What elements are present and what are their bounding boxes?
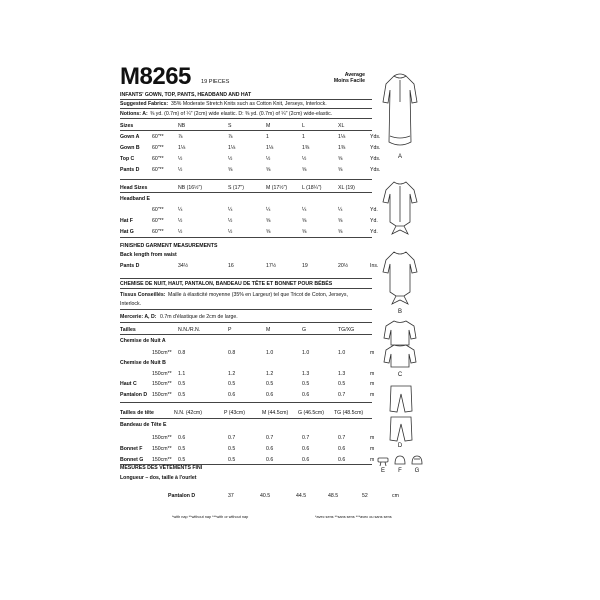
yardage-cell: ⅝ (338, 218, 343, 224)
pieces-count: 19 PIECES (201, 79, 230, 85)
notions-text-fr: 0.7m d'élastique de 2cm de large. (160, 314, 238, 320)
yardage-cell: 0.6 (178, 435, 186, 441)
yardage-cell: 0.6 (266, 392, 274, 398)
fabric-width: 60"** (152, 229, 164, 235)
view-b-label: B (397, 309, 402, 315)
yardage-cell: ⅝ (338, 156, 343, 162)
unit: Yd. (370, 207, 378, 213)
head-size-header: XL (19) (338, 185, 355, 191)
size-header: XL (338, 123, 345, 129)
unit: m (370, 457, 375, 463)
section-title-en: INFANTS' GOWN, TOP, PANTS, HEADBAND AND HAT (120, 92, 252, 98)
divider (120, 334, 372, 335)
divider (120, 322, 372, 323)
head-size-header: M (17½") (266, 185, 288, 191)
yardage-cell: 0.5 (266, 381, 274, 387)
yardage-cell: 1.1 (178, 371, 186, 377)
unit: m (370, 392, 375, 398)
head-size-header-fr: N.N. (42cm) (174, 410, 202, 416)
yardage-cell: 0.6 (302, 457, 310, 463)
hat-label-fr: Bonnet F (120, 446, 143, 452)
yardage-cell: 0.5 (178, 381, 186, 387)
size-header: M (266, 123, 271, 129)
yardage-cell: ½ (228, 229, 233, 235)
notions-label: Notions: A: (120, 111, 148, 117)
fabric-width: 150cm** (152, 350, 172, 356)
yardage-cell: 0.5 (228, 381, 236, 387)
unit: Yds. (370, 167, 381, 173)
yardage-cell: 1.3 (338, 371, 346, 377)
yardage-cell: 1.0 (302, 350, 310, 356)
head-sizes-label-fr: Tailles de tête (120, 410, 154, 416)
fabrics-text: 35% Moderate Stretch Knits such as Cotton Knit, Jerseys, Interlock. (171, 101, 327, 107)
pants-length-cell: 34½ (178, 263, 189, 269)
yardage-cell: 1⅛ (338, 134, 346, 140)
yardage-cell: 0.6 (338, 446, 346, 452)
unit: m (370, 350, 375, 356)
back-length-en: Back length from waist (120, 252, 177, 258)
pants-length-cell: 17½ (266, 263, 277, 269)
view-e-label: E (380, 468, 385, 474)
unit: Ins. (370, 263, 379, 269)
yardage-cell: ½ (178, 156, 183, 162)
size-header-fr: TG/XG (338, 327, 355, 333)
head-size-header: L (18¼") (302, 185, 322, 191)
garment-label: Top C (120, 156, 135, 162)
pants-length-cell: 19 (302, 263, 308, 269)
sizes-label: Sizes (120, 123, 134, 129)
head-size-header-fr: TG (48.5cm) (334, 410, 364, 416)
yardage-cell: 0.8 (228, 350, 236, 356)
yardage-cell: ⅝ (338, 167, 343, 173)
garment-label: Pants D (120, 167, 140, 173)
unit: Yds. (370, 145, 381, 151)
divider (120, 418, 372, 419)
yardage-cell: 0.5 (228, 446, 236, 452)
yardage-cell: 0.5 (302, 381, 310, 387)
yardage-cell: 0.5 (178, 446, 186, 452)
divider (120, 402, 372, 403)
divider (120, 192, 372, 193)
yardage-cell: ⅝ (266, 229, 271, 235)
gown-b-label-fr: Chemise de Nuit B (120, 360, 166, 366)
yardage-cell: 1.0 (338, 350, 346, 356)
pants-label-fr: Pantalon D (168, 493, 196, 499)
sizes-label-fr: Tailles (120, 327, 136, 333)
head-size-header-fr: M (44.5cm) (262, 410, 289, 416)
fabric-width: 150cm** (152, 446, 172, 452)
divider (120, 309, 372, 310)
fabric-width: 150cm** (152, 371, 172, 377)
fabric-width: 60"** (152, 134, 164, 140)
pants-length-cell-fr: 52 (362, 493, 368, 499)
hat-label: Hat G (120, 229, 134, 235)
fabric-width: 60"** (152, 218, 164, 224)
headband-label-fr: Bandeau de Tête E (120, 422, 167, 428)
hat-label: Hat F (120, 218, 133, 224)
fabric-width: 150cm** (152, 435, 172, 441)
view-b-back-sketch (380, 248, 420, 313)
unit: Yds. (370, 156, 381, 162)
view-d-label: D (397, 443, 403, 449)
yardage-cell: 0.7 (266, 435, 274, 441)
yardage-cell: ½ (228, 156, 233, 162)
garment-label: Gown A (120, 134, 140, 140)
view-a-sketch (380, 72, 420, 157)
pants-length-cell-fr: 37 (228, 493, 234, 499)
view-b-sketch (380, 178, 420, 243)
head-size-header-fr: G (46.5cm) (298, 410, 324, 416)
unit: Yd. (370, 229, 378, 235)
yardage-cell: ¼ (302, 207, 307, 213)
unit: cm (392, 493, 399, 499)
yardage-cell: 0.5 (338, 381, 346, 387)
yardage-cell: 0.6 (338, 457, 346, 463)
fabrics-label: Suggested Fabrics: (120, 101, 169, 107)
fabrics-text-fr: Maille à élasticité moyenne (35% en Largeur) tel que Tricot de Coton, Jerseys, (168, 292, 348, 298)
headband-label: Headband E (120, 196, 150, 202)
footnote-fr: *avec sens **sans sens ***avec ou sans sens (315, 515, 392, 519)
yardage-cell: ⅞ (228, 134, 233, 140)
yardage-cell: 0.6 (302, 446, 310, 452)
yardage-cell: 1⅛ (228, 145, 236, 151)
pants-length-cell-fr: 48.5 (328, 493, 339, 499)
head-size-header: NB (16½") (178, 185, 203, 191)
yardage-cell: 0.7 (338, 392, 346, 398)
yardage-cell: 0.6 (266, 457, 274, 463)
yardage-cell: ¼ (338, 207, 343, 213)
yardage-cell: 0.8 (178, 350, 186, 356)
divider (120, 179, 372, 180)
unit: Yd. (370, 218, 378, 224)
yardage-cell: 1.3 (302, 371, 310, 377)
yardage-cell: 1.2 (266, 371, 274, 377)
divider (120, 130, 372, 131)
yardage-cell: ⅝ (302, 167, 307, 173)
pants-length-cell-fr: 40.5 (260, 493, 271, 499)
yardage-cell: ½ (266, 156, 271, 162)
size-header-fr: M (266, 327, 271, 333)
yardage-cell: 1 (266, 134, 269, 140)
yardage-cell: 1⅜ (302, 145, 310, 151)
back-length-fr: Longueur – dos, taille à l'ourlet (120, 475, 197, 481)
yardage-cell: ⅝ (302, 229, 307, 235)
yardage-cell: 0.5 (178, 392, 186, 398)
view-d-sketch (388, 384, 414, 419)
fabric-width: 60"** (152, 156, 164, 162)
view-c-back-sketch (382, 342, 418, 375)
divider (120, 288, 372, 289)
yardage-cell: ¼ (266, 207, 271, 213)
yardage-cell: ⅝ (302, 218, 307, 224)
unit: m (370, 435, 375, 441)
yardage-cell: 1.2 (228, 371, 236, 377)
yardage-cell: ½ (178, 229, 183, 235)
garment-label-fr: Haut C (120, 381, 137, 387)
divider (120, 99, 372, 100)
yardage-cell: ⅝ (266, 167, 271, 173)
size-header: L (302, 123, 305, 129)
fabrics-text-fr-2: Interlock. (120, 301, 142, 307)
garment-label-fr: Pantalon D (120, 392, 148, 398)
view-f-label: F (398, 468, 402, 474)
yardage-cell: 0.5 (228, 457, 236, 463)
yardage-cell: 0.6 (302, 392, 310, 398)
finished-title-en: FINISHED GARMENT MEASUREMENTS (120, 243, 218, 249)
yardage-cell: 1.0 (266, 350, 274, 356)
fabric-width: 60"** (152, 207, 164, 213)
pattern-number: M8265 (120, 63, 191, 90)
yardage-cell: ⅝ (338, 229, 343, 235)
difficulty-level (305, 72, 365, 84)
size-header: NB (178, 123, 186, 129)
pants-length-cell-fr: 44.5 (296, 493, 307, 499)
fabric-width: 60"** (152, 145, 164, 151)
size-header-fr: N.N./R.N. (178, 327, 201, 333)
garment-label: Gown B (120, 145, 140, 151)
head-size-header: S (17") (228, 185, 244, 191)
yardage-cell: ⅝ (266, 218, 271, 224)
hat-label-fr: Bonnet G (120, 457, 144, 463)
yardage-cell: 0.7 (338, 435, 346, 441)
view-g-label: G (414, 468, 420, 474)
yardage-cell: 1 (302, 134, 305, 140)
yardage-cell: 1⅛ (178, 145, 186, 151)
fabric-width: 150cm** (152, 457, 172, 463)
finished-title-fr: MESURES DES VÊTEMENTS FINI (120, 465, 203, 471)
notions-label-fr: Mercerie: A, D: (120, 314, 157, 320)
yardage-cell: 0.7 (302, 435, 310, 441)
yardage-cell: ½ (178, 167, 183, 173)
unit: m (370, 381, 375, 387)
fabric-width: 150cm** (152, 381, 172, 387)
head-sizes-label: Head Sizes (120, 185, 148, 191)
level-fr: Moins Facile (333, 78, 365, 84)
yardage-cell: ¼ (178, 207, 183, 213)
yardage-cell: 0.6 (228, 392, 236, 398)
size-header-fr: G (302, 327, 307, 333)
pants-label: Pants D (120, 263, 140, 269)
gown-a-label-fr: Chemise de Nuit A (120, 338, 166, 344)
view-c-label: C (397, 372, 403, 378)
divider (120, 108, 372, 109)
head-size-header-fr: P (43cm) (224, 410, 245, 416)
yardage-cell: 0.7 (228, 435, 236, 441)
yardage-cell: 1⅛ (266, 145, 274, 151)
unit: m (370, 446, 375, 452)
yardage-cell: ⅞ (178, 134, 183, 140)
yardage-cell: 0.6 (266, 446, 274, 452)
pants-length-cell: 20½ (338, 263, 349, 269)
size-header-fr: P (228, 327, 232, 333)
yardage-cell: 0.5 (178, 457, 186, 463)
level-en: Average (344, 72, 365, 78)
yardage-cell: ½ (302, 156, 307, 162)
unit: Yds. (370, 134, 381, 140)
size-header: S (228, 123, 232, 129)
fabric-width: 150cm** (152, 392, 172, 398)
divider (120, 118, 372, 119)
yardage-cell: ⅝ (228, 167, 233, 173)
section-title-fr: CHEMISE DE NUIT, HAUT, PANTALON, BANDEAU DE TÊTE ET BONNET POUR BÉBÉS (120, 281, 333, 287)
divider (120, 278, 372, 279)
yardage-cell: ¼ (228, 207, 233, 213)
pants-length-cell: 16 (228, 263, 234, 269)
yardage-cell: 1⅜ (338, 145, 346, 151)
unit: m (370, 371, 375, 377)
notions-text: ⅜ yd. (0.7m) of ¼" (2cm) wide elastic. D: ⅜ yd. (0.7m) of ¼" (2cm) wide-elastic. (150, 111, 333, 117)
fabrics-label-fr: Tissus Conseillés: (120, 292, 166, 298)
footnote-en: *with nap **without nap ***with or without nap (172, 515, 249, 519)
view-a-label: A (397, 154, 402, 160)
divider (120, 237, 372, 238)
fabric-width: 60"** (152, 167, 164, 173)
yardage-cell: ½ (178, 218, 183, 224)
yardage-cell: ½ (228, 218, 233, 224)
